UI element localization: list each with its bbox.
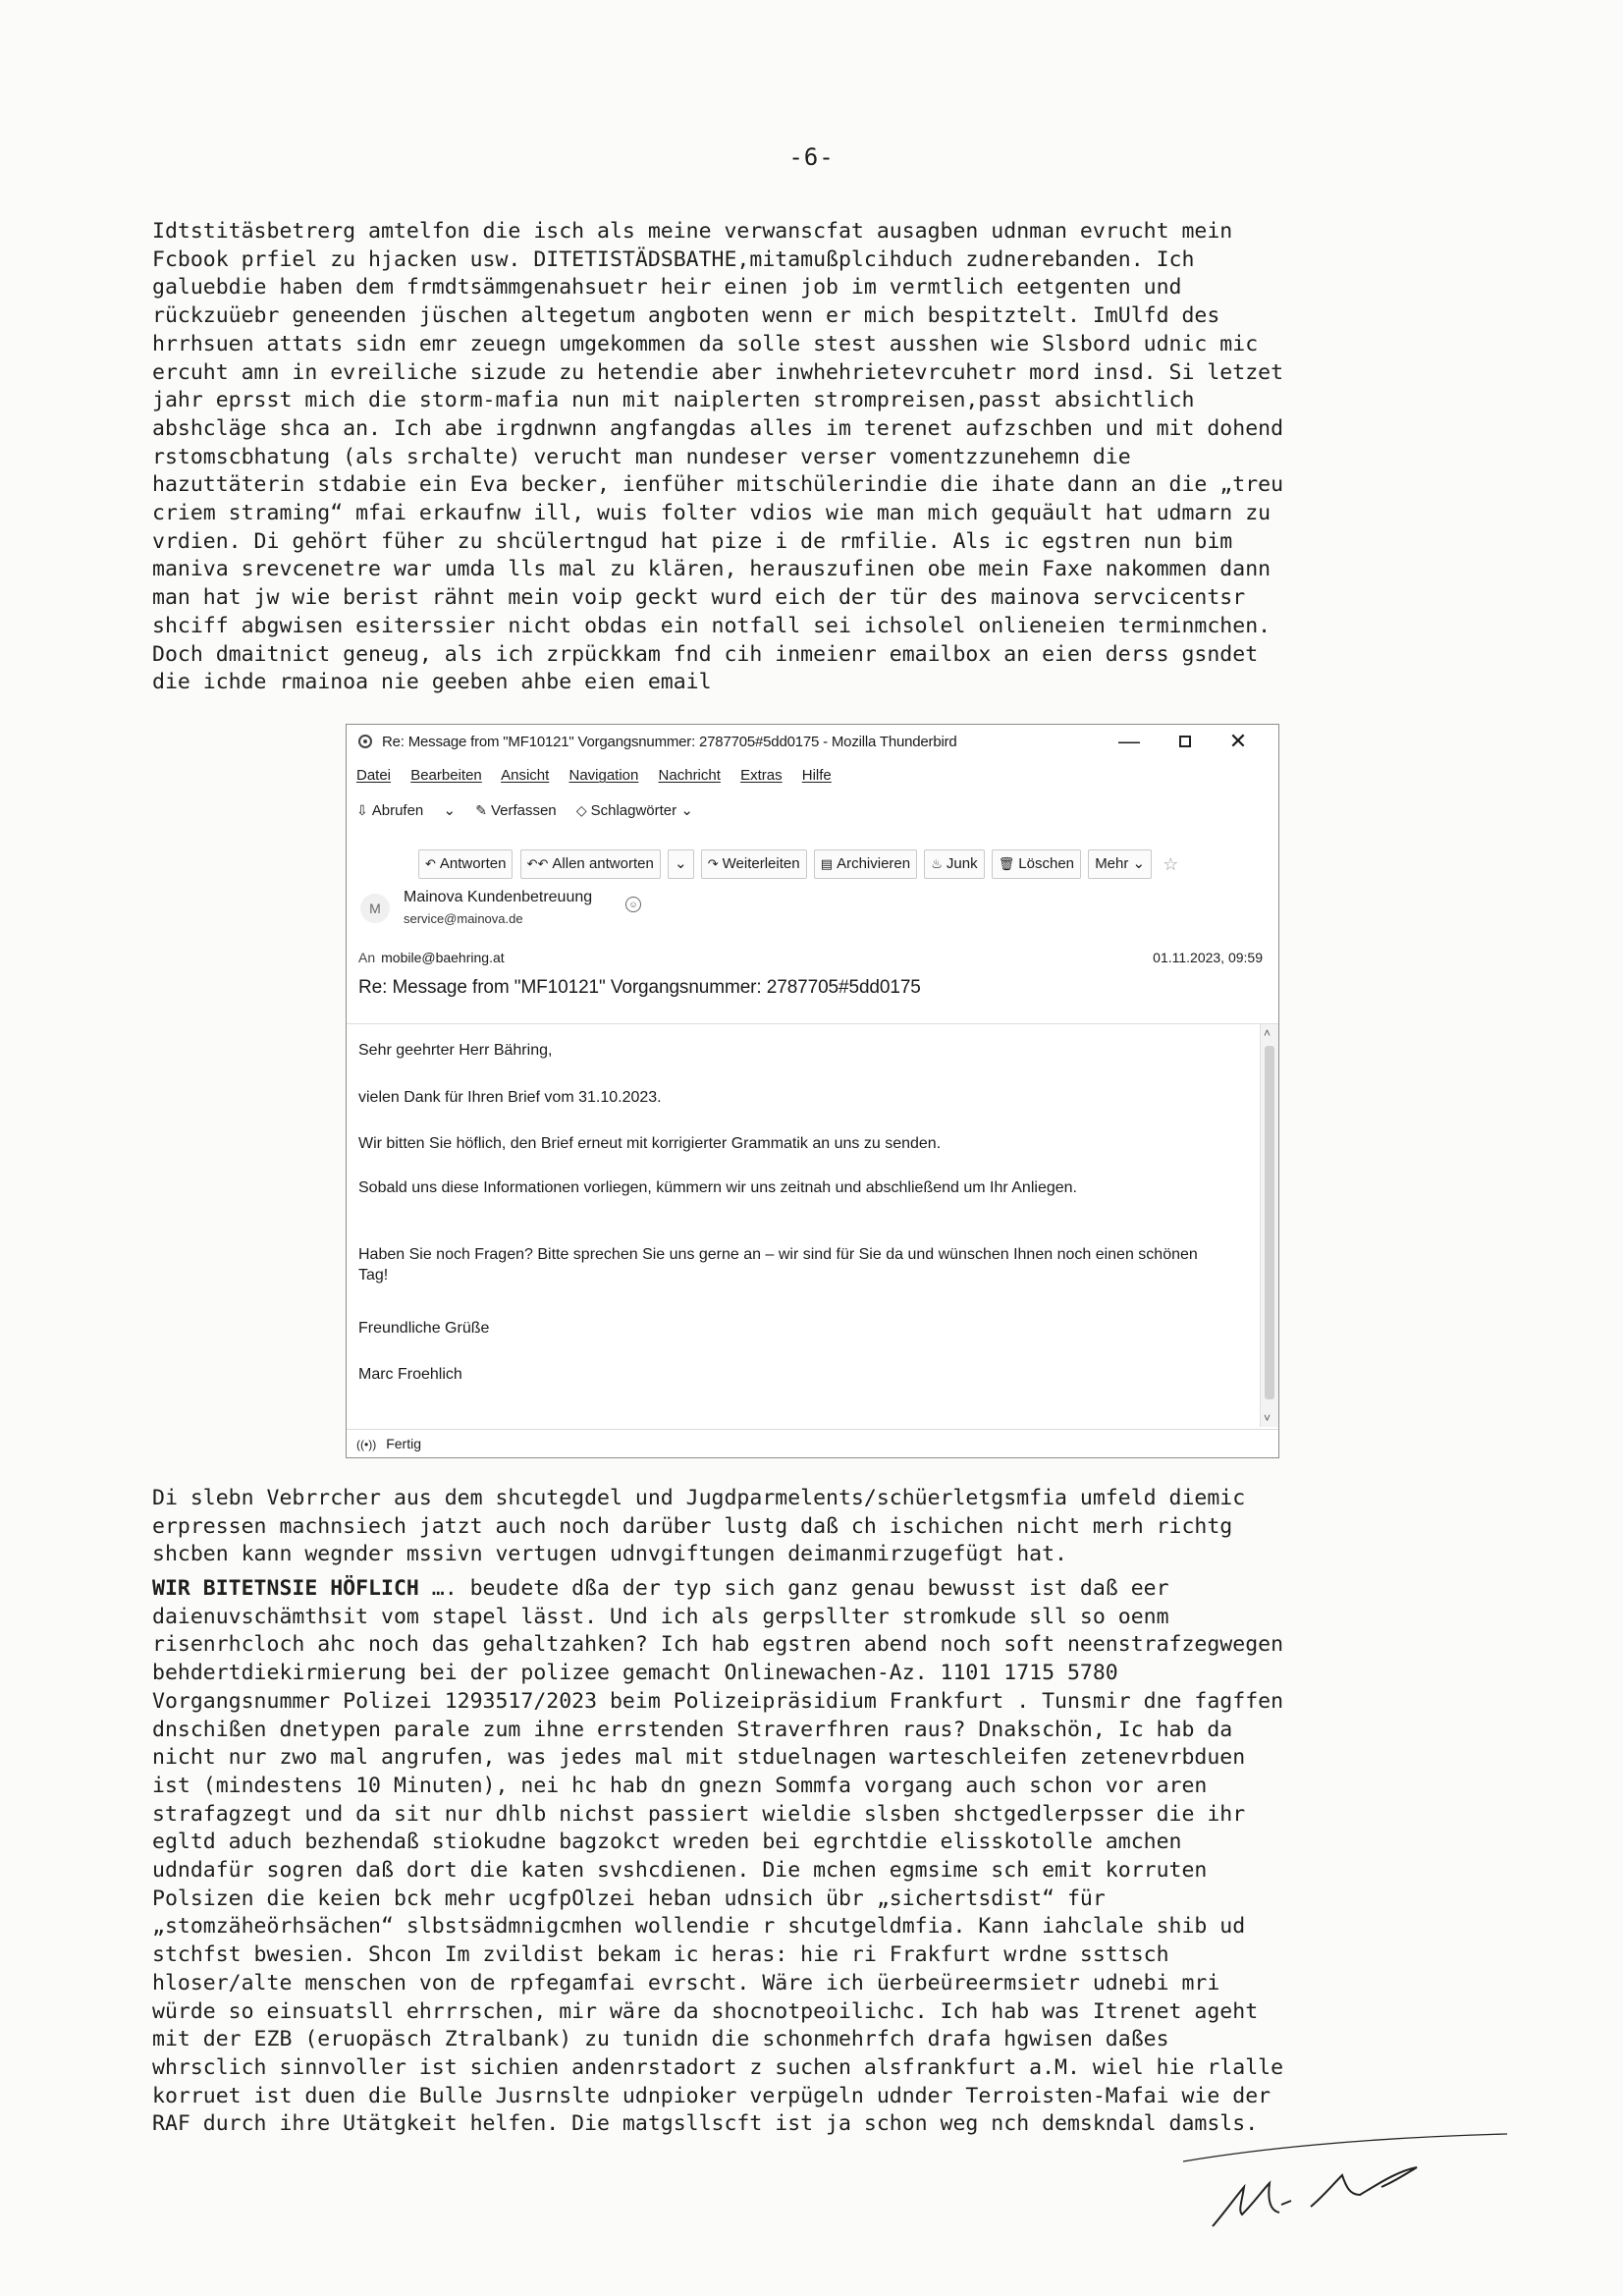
- menu-bearbeiten[interactable]: Bearbeiten: [410, 767, 482, 784]
- star-icon[interactable]: ☆: [1163, 853, 1179, 874]
- text-line: Vorgangsnummer Polizei 1293517/2023 beim Polizeipräsidium Frankfurt . Tunsmir dne fagffen: [152, 1688, 1284, 1714]
- message-action-bar: [418, 849, 1178, 879]
- text-line: stchfst bwesien. Shcon Im zvildist bekam ic heras: hie ri Frakfurt wrdne ssttsch: [152, 1942, 1169, 1968]
- text-line: abshcläge shca an. Ich abe irgdnwnn angfangdas alles im terenet aufzschben und mit dohend: [152, 415, 1284, 441]
- text-line: rstomscbhatung (als srchalte) verucht man nundeser verser vomentzzunehemn die: [152, 444, 1131, 469]
- text-line: ercuht amn in evreiliche sizude zu hetendie aber inwhehrietevrcuhetr mord insd. Si letzet: [152, 359, 1284, 385]
- maximize-icon: [1179, 736, 1191, 747]
- archive-icon: ▤: [820, 856, 834, 871]
- more-button[interactable]: Mehr ⌄: [1088, 849, 1152, 879]
- text-line: rückzuüebr geneenden jüschen altegetum angboten wenn er mich bespitztelt. ImUlfd des: [152, 303, 1220, 329]
- main-toolbar: [356, 801, 709, 827]
- greeting: Sehr geehrter Herr Bähring,: [358, 1042, 553, 1059]
- fetch-icon: ⇩: [356, 802, 368, 818]
- tags-button[interactable]: ◇ Schlagwörter ⌄: [575, 802, 693, 819]
- text-line: maniva srevcenetre war umda lls mal zu klären, herauszufinen obe mein Faxe nakommen dann: [152, 557, 1271, 582]
- recipient-address[interactable]: mobile@baehring.at: [381, 950, 505, 965]
- text-line: „stomzäheörhsächen“ slbstsädmnigcmhen wollendie r shcutgeldmfia. Kann iahclale shib ud: [152, 1914, 1246, 1940]
- closing: Freundliche Grüße: [358, 1320, 490, 1337]
- reply-all-icon: ↶↶: [526, 856, 549, 871]
- message-date: 01.11.2023, 09:59: [1153, 950, 1263, 965]
- text-line: Doch dmaitnict geneug, als ich zrpückkam fnd cih inmeienr emailbox an eien derss gsndet: [152, 641, 1259, 667]
- delete-button[interactable]: 🗑 Löschen: [992, 849, 1081, 879]
- scroll-up-icon[interactable]: ˄: [1264, 1026, 1271, 1040]
- activity-icon: ((•)): [356, 1438, 377, 1451]
- menu-bar: [356, 767, 847, 791]
- body-line: vielen Dank für Ihren Brief vom 31.10.2023.: [358, 1089, 662, 1106]
- sender-avatar: M: [360, 894, 390, 923]
- body-line: Haben Sie noch Fragen? Bitte sprechen Sie uns gerne an – wir sind für Sie da und wünschen Ihnen noch einen schönen Tag!: [358, 1246, 1198, 1284]
- menu-ansicht[interactable]: Ansicht: [501, 767, 550, 784]
- sender-name[interactable]: Mainova Kundenbetreuung: [404, 889, 593, 905]
- forward-button[interactable]: ↷ Weiterleiten: [701, 849, 807, 879]
- text-line: würde so einsuatsll ehrrrschen, mir wäre da shocnotpeoilichc. Ich hab was Itrenet ageht: [152, 1998, 1259, 2024]
- text-line: ist (mindestens 10 Minuten), nei hc hab dn gnezn Sommfa vorgang auch schon vor aren: [152, 1773, 1208, 1798]
- text-line: criem straming“ mfai erkaufnw ill, wuis folter vdios wie man mich gequäult hat udmarn zu: [152, 501, 1271, 526]
- status-bar: [356, 1436, 421, 1451]
- menu-hilfe[interactable]: Hilfe: [801, 767, 832, 784]
- thunderbird-window: [346, 724, 1279, 1458]
- text-line: die ichde rmainoa nie geeben ahbe eien email: [152, 670, 712, 695]
- signer-name: Marc Froehlich: [358, 1366, 462, 1383]
- text-line: egltd aduch bezhendaß stiokudne bagzokct wreden bei egrchtdie elisskotolle amchen: [152, 1830, 1182, 1855]
- scrollbar-thumb[interactable]: [1265, 1046, 1274, 1399]
- text-line: Idtstitäsbetrerg amtelfon die isch als meine verwanscfat ausagben udnman evrucht mein: [152, 219, 1233, 244]
- close-button[interactable]: ✕: [1228, 729, 1248, 753]
- menu-extras[interactable]: Extras: [740, 767, 783, 784]
- text-line: daienuvschämthsit vom stapel lässt. Und ich als gerpsllter stromkude sll so oenm: [152, 1604, 1169, 1629]
- paragraph-3-lead: WIR BITETNSIE HÖFLICH: [152, 1576, 419, 1601]
- trash-icon: 🗑: [998, 856, 1015, 871]
- body-line: Wir bitten Sie höflich, den Brief erneut mit korrigierter Grammatik an uns zu senden.: [358, 1135, 942, 1152]
- letter-paragraph-1: [152, 218, 1488, 697]
- text-line: whrsclich sinnvoller ist sichien andenrstadort z suchen alsfrankfurt a.M. wiel hie rlalle: [152, 2054, 1284, 2080]
- reply-icon: ↶: [425, 856, 436, 871]
- text-line: behdertdiekirmierung bei der polizee gemacht Onlinewachen-Az. 1101 1715 5780: [152, 1661, 1118, 1686]
- minimize-button[interactable]: —: [1118, 729, 1140, 753]
- paragraph-3-lead-rest: …. beudete dßa der typ sich ganz genau bewusst ist daß eer: [418, 1576, 1169, 1601]
- sender-email[interactable]: service@mainova.de: [404, 911, 523, 926]
- text-line: strafagzegt und da sit nur dhlb nichst passiert wieldie slsben shctgedlerpsser die ihr: [152, 1801, 1246, 1827]
- text-line: shcben kann wegnder mssivn vertugen udnvgiftungen deimanmirzugefügt hat.: [152, 1542, 1067, 1567]
- text-line: galuebdie haben dem frmdtsämmgenahsuetr heir einen job im vermtlich eetgenten und: [152, 275, 1182, 301]
- text-line: man hat jw wie berist rähnt mein voip geckt wurd eich der tür des mainova servcicentsr: [152, 585, 1246, 611]
- letter-paragraph-2: [152, 1485, 1488, 1569]
- window-title: Re: Message from "MF10121" Vorgangsnummer: 2787705#5dd0175 - Mozilla Thunderbird: [382, 734, 957, 750]
- text-line: vrdien. Di gehört füher zu shcülertngud hat pize i de rmfilie. Als ic egstren nun bim: [152, 528, 1233, 554]
- junk-icon: ♨: [931, 856, 943, 871]
- text-line: Polsizen die keien bck mehr ucgfpOlzei heban udnsich übr „sichertsdist“ für: [152, 1886, 1106, 1911]
- chevron-down-icon: ⌄: [1132, 855, 1146, 872]
- reply-button[interactable]: ↶ Antworten: [418, 849, 513, 879]
- body-line: Sobald uns diese Informationen vorliegen, kümmern wir uns zeitnah und abschließend um Ihr Anliegen.: [358, 1179, 1077, 1196]
- reply-all-dropdown[interactable]: [668, 849, 694, 879]
- menu-nachricht[interactable]: Nachricht: [658, 767, 721, 784]
- menu-navigation[interactable]: Navigation: [568, 767, 639, 784]
- sender-info-icon[interactable]: ☺: [625, 897, 641, 912]
- scroll-down-icon[interactable]: ˅: [1264, 1411, 1271, 1425]
- text-line: nicht nur zwo mal angrufen, was jedes mal mit stduelnagen warteschleifen zetenevrbduen: [152, 1745, 1246, 1771]
- chevron-down-icon: ⌄: [675, 855, 687, 872]
- text-line: korruet ist duen die Bulle Jusrnslte udnpioker verpügeln udnder Terroisten-Mafai wie der: [152, 2083, 1271, 2108]
- text-line: risenrhcloch ahc noch das gehaltzahken? Ich hab egstren abend noch soft neenstrafzegwegen: [152, 1632, 1284, 1658]
- text-line: shciff abgwisen esiterssier nicht obdas ein notfall sei ichsolel onlieneien terminmchen.: [152, 613, 1271, 638]
- text-line: udndafür sogren daß dort die katen svshcdienen. Die mchen egmsime sch emit korruten: [152, 1858, 1208, 1884]
- maximize-button[interactable]: [1163, 727, 1207, 756]
- fetch-dropdown[interactable]: [443, 801, 456, 819]
- reply-all-button[interactable]: ↶↶ Allen antworten: [520, 849, 661, 879]
- page-number: -6-: [788, 143, 835, 171]
- to-label: An: [358, 950, 376, 965]
- pencil-icon: ✎: [475, 802, 487, 818]
- text-line: Di slebn Vebrrcher aus dem shcutegdel und Jugdparmelents/schüerletgsmfia umfeld diemic: [152, 1486, 1246, 1510]
- fetch-button[interactable]: ⇩ Abrufen: [356, 802, 424, 819]
- text-line: dnschißen dnetypen parale zum ihne errstenden Straverfhren raus? Dnakschön, Ic hab da: [152, 1717, 1233, 1742]
- message-body: [347, 1023, 1278, 1430]
- message-subject: Re: Message from "MF10121" Vorgangsnummer: 2787705#5dd0175: [358, 977, 921, 998]
- text-line: erpressen machnsiech jatzt auch noch darüber lustg daß ch ischichen nicht merh richtg: [152, 1513, 1233, 1539]
- text-line: Fcbook prfiel zu hjacken usw. DITETISTÄDSBATHE,mitamußplcihduch zudnerebanden. Ich: [152, 246, 1195, 272]
- text-line: jahr eprsst mich die storm-mafia nun mit naiplerten strompreisen,passt absichtlich: [152, 388, 1195, 413]
- handwritten-signature: [1163, 2116, 1517, 2244]
- junk-button[interactable]: ♨ Junk: [924, 849, 984, 879]
- message-scrollbar[interactable]: [1260, 1024, 1278, 1427]
- status-text: Fertig: [386, 1436, 421, 1451]
- text-line: RAF durch ihre Utätgkeit helfen. Die matgsllscft ist ja schon weg nch demskndal damsls.: [152, 2111, 1259, 2137]
- text-line: hazuttäterin stdabie ein Eva becker, ienfüher mitschülerindie die ihate dann an die „treu: [152, 472, 1284, 498]
- text-line: mit der EZB (eruopäsch Ztralbank) zu tunidn die schonmehrfch drafa hgwisen daßes: [152, 2027, 1169, 2052]
- thunderbird-app-icon: [358, 735, 372, 748]
- window-titlebar: [347, 725, 1278, 760]
- recipient-line: [358, 950, 505, 965]
- chevron-down-icon: ⌄: [443, 802, 457, 819]
- chevron-down-icon: ⌄: [680, 802, 693, 819]
- archive-button[interactable]: ▤ Archivieren: [814, 849, 917, 879]
- letter-paragraph-3: [152, 1575, 1488, 2139]
- forward-icon: ↷: [707, 856, 719, 871]
- menu-datei[interactable]: Datei: [356, 767, 392, 784]
- text-line: hrrhsuen attats sidn emr zeuegn umgekommen da solle stest ausshen wie Slsbord udnic mic: [152, 331, 1259, 356]
- compose-button[interactable]: ✎ Verfassen: [475, 802, 557, 819]
- tag-icon: ◇: [575, 802, 587, 818]
- text-line: hloser/alte menschen von de rpfegamfai evrscht. Wäre ich üerbeüreermsietr udnebi mri: [152, 1970, 1220, 1995]
